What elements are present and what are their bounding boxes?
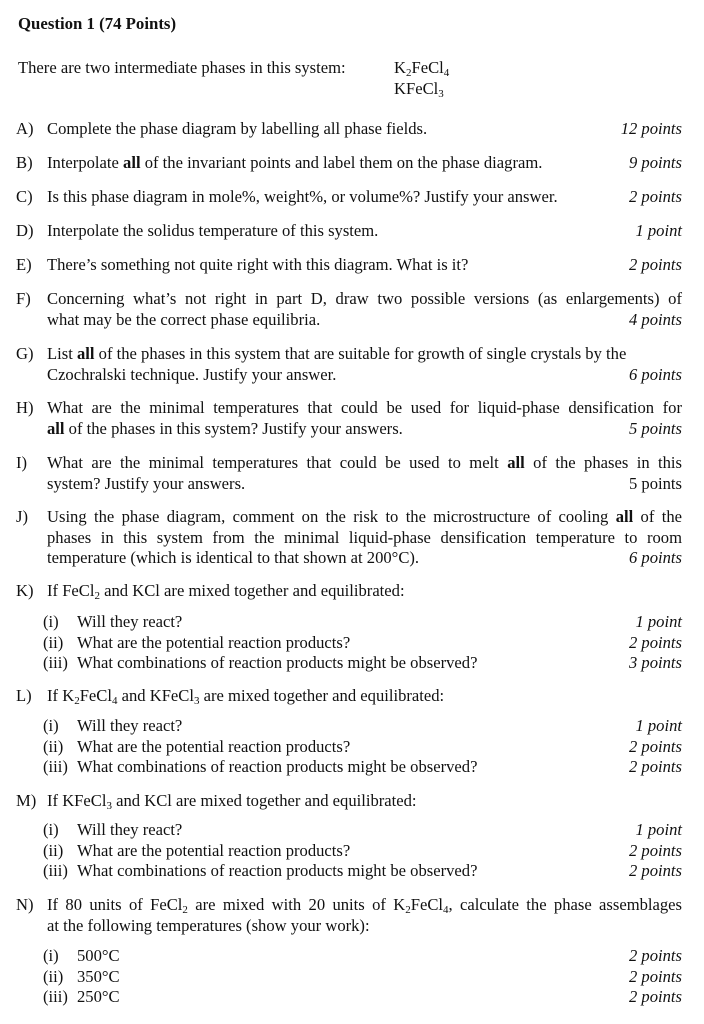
question-text: Interpolate the solidus temperature of this system. (47, 221, 379, 240)
points-label: 5 points (628, 473, 682, 493)
question-l-subitems (43, 716, 682, 778)
points-label: 9 points (628, 153, 682, 172)
points-label: 2 points (628, 632, 682, 652)
points-label: 2 points (628, 966, 682, 986)
question-n-subitems (43, 946, 682, 1008)
question-letter: L) (16, 686, 32, 705)
question-text: What are the minimal temperatures that could be used for liquid-phase densification for (47, 398, 682, 417)
question-text: Is this phase diagram in mole%, weight%, or volume%? Justify your answer. (47, 187, 558, 206)
question-letter: C) (16, 187, 33, 206)
question-title: Question 1 (74 Points) (18, 14, 177, 33)
sub-item: (iii) What combinations of reaction products might be observed? 2 points (43, 861, 682, 880)
question-text: Concerning what’s not right in part D, draw two possible versions (as enlargements) of (47, 289, 682, 308)
question-text: phases in this system from the minimal liquid-phase densification temperature to room (47, 527, 682, 547)
question-text: There’s something not quite right with this diagram. What is it? (47, 255, 469, 274)
points-label: 6 points (628, 548, 682, 567)
points-label: 1 point (635, 612, 682, 631)
question-letter: B) (16, 153, 33, 172)
phase-formula-k2fecl4: $K_2FeCl_4$ (394, 58, 450, 79)
phase-formula-kfecl3: KFeCl$_3$ (394, 79, 444, 100)
points-label: 2 points (628, 946, 682, 965)
points-label: 2 points (628, 757, 682, 776)
question-text: at the following temperatures (show your work): (47, 915, 370, 935)
question-text: Czochralski technique. Justify your answer. (47, 364, 337, 384)
question-text: If KFeCl$_3$ and KCl are mixed together and equilibrated: (47, 791, 417, 812)
sub-item: (i) 500°C 2 points (43, 946, 682, 965)
points-label: 2 points (628, 861, 682, 880)
sub-item: (ii) What are the potential reaction products? 2 points (43, 840, 682, 860)
sub-item: (ii) 350°C 2 points (43, 966, 682, 986)
points-label: 2 points (628, 187, 682, 206)
question-text: List all of the phases in this system that are suitable for growth of single crystals by the (47, 344, 627, 363)
points-label: 1 point (635, 716, 682, 735)
points-label: 2 points (628, 840, 682, 860)
question-letter: K) (16, 581, 34, 600)
points-label: 2 points (628, 736, 682, 756)
question-text: temperature (which is identical to that shown at 200°C). (47, 548, 420, 567)
points-label: 2 points (628, 987, 682, 1006)
question-text: Complete the phase diagram by labelling all phase fields. (47, 119, 428, 138)
question-letter: A) (16, 119, 34, 138)
question-letter: H) (16, 398, 34, 417)
sub-item: (iii) 250°C 2 points (43, 987, 682, 1006)
sub-item: (iii) What combinations of reaction products might be observed? 2 points (43, 757, 682, 776)
question-text: If FeCl$_2$ and KCl are mixed together and equilibrated: (47, 581, 405, 602)
question-text: what may be the correct phase equilibria. (47, 309, 321, 329)
question-k-subitems (43, 612, 682, 674)
question-letter: E) (16, 255, 32, 274)
question-letter: I) (16, 453, 28, 472)
question-letter: F) (16, 289, 31, 308)
points-label: 5 points (628, 418, 682, 438)
question-text: system? Justify your answers. (47, 473, 246, 493)
question-m-subitems (43, 820, 682, 882)
question-letter: M) (16, 791, 37, 810)
question-text: all of the phases in this system? Justify your answers. (47, 418, 403, 438)
question-letter: D) (16, 221, 34, 240)
points-label: 1 point (635, 820, 682, 839)
points-label: 6 points (628, 364, 682, 384)
points-label: 2 points (628, 255, 682, 274)
points-label: 1 point (635, 221, 682, 240)
question-text: Interpolate all of the invariant points and label them on the phase diagram. (47, 153, 543, 172)
sub-item: (ii) What are the potential reaction products? 2 points (43, 736, 682, 756)
question-text: If $K_2FeCl_4$ and KFeCl$_3$ are mixed together and equilibrated: (47, 686, 445, 707)
question-text: If 80 units of FeCl$_2$ are mixed with 20 units of $K_2FeCl_4$, calculate the phase assemblages (47, 895, 682, 916)
question-text: Using the phase diagram, comment on the risk to the microstructure of cooling all of the (47, 507, 682, 526)
question-letter: N) (16, 895, 34, 914)
points-label: 3 points (628, 653, 682, 672)
sub-item: (i) Will they react? 1 point (43, 820, 682, 839)
sub-item: (ii) What are the potential reaction products? 2 points (43, 632, 682, 652)
sub-item: (i) Will they react? 1 point (43, 716, 682, 735)
sub-item: (iii) What combinations of reaction products might be observed? 3 points (43, 653, 682, 672)
intro-text: There are two intermediate phases in this system: (18, 58, 346, 77)
points-label: 12 points (620, 119, 682, 138)
points-label: 4 points (628, 309, 682, 329)
question-letter: G) (16, 344, 34, 363)
sub-item: (i) Will they react? 1 point (43, 612, 682, 631)
question-letter: J) (16, 507, 28, 526)
question-text: What are the minimal temperatures that could be used to melt all of the phases in this (47, 453, 682, 472)
